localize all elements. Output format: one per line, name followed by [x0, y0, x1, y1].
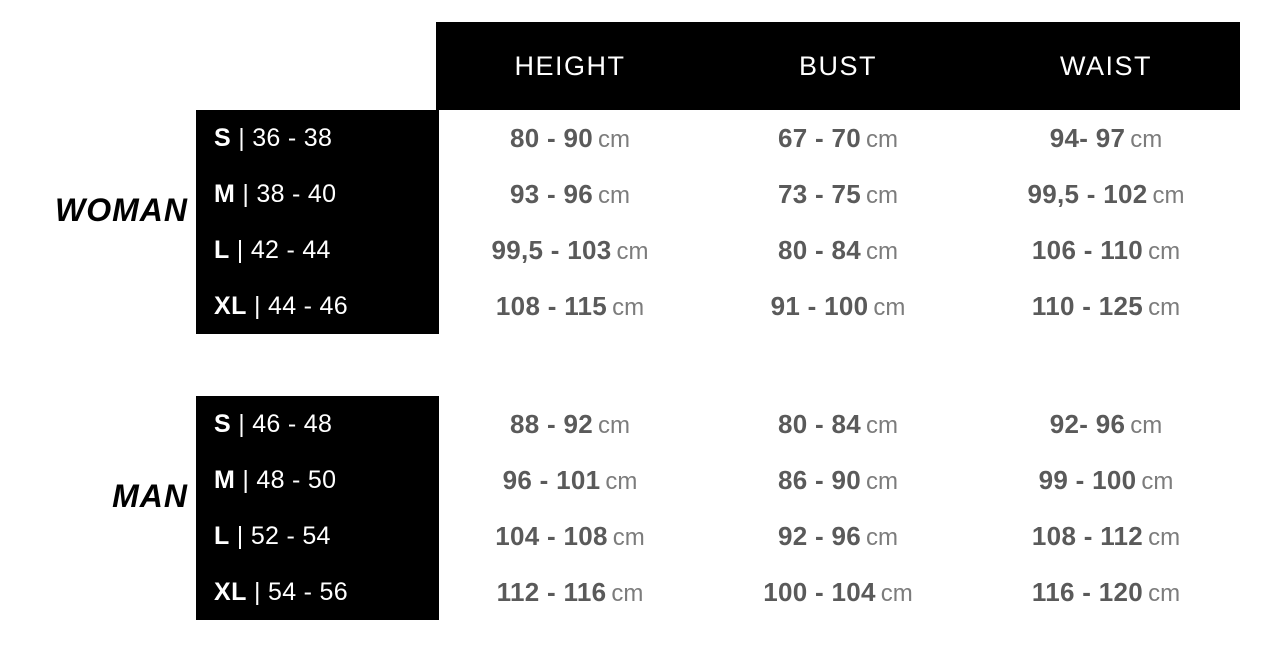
cell-bust: [704, 465, 972, 496]
size-range: | 38 - 40: [242, 179, 337, 208]
value: 106 - 110: [1031, 234, 1144, 265]
table-row: [436, 396, 1240, 452]
column-header-height: HEIGHT: [514, 50, 626, 81]
unit: cm: [1141, 467, 1174, 495]
size-letter: M: [214, 179, 236, 208]
cell-bust: [704, 409, 972, 440]
table-header-band: [436, 22, 1240, 110]
unit: cm: [616, 237, 649, 265]
table-row: [436, 222, 1240, 278]
value: 99 - 100: [1038, 464, 1137, 495]
value: 108 - 115: [495, 290, 608, 321]
value: 91 - 100: [770, 290, 869, 321]
size-letter: M: [214, 465, 236, 494]
unit: cm: [1148, 237, 1181, 265]
size-row: [196, 110, 439, 166]
unit: cm: [598, 125, 631, 153]
value: 80 - 84: [777, 408, 862, 439]
unit: cm: [1148, 579, 1181, 607]
group-label-man: MAN: [112, 478, 188, 514]
unit: cm: [1130, 125, 1163, 153]
value: 99,5 - 102: [1027, 178, 1148, 209]
cell-waist: [972, 123, 1240, 154]
unit: cm: [873, 293, 906, 321]
table-row: [436, 564, 1240, 620]
table-row: [436, 278, 1240, 334]
cell-height: [436, 409, 704, 440]
cell-bust: [704, 291, 972, 322]
unit: cm: [1148, 523, 1181, 551]
cell-height: [436, 235, 704, 266]
value: 86 - 90: [777, 464, 862, 495]
value: 88 - 92: [509, 408, 594, 439]
size-row: [196, 508, 439, 564]
cell-height: [436, 577, 704, 608]
value: 116 - 120: [1031, 576, 1144, 607]
size-range: | 54 - 56: [253, 577, 348, 606]
value: 108 - 112: [1031, 520, 1144, 551]
size-row: [196, 222, 439, 278]
unit: cm: [866, 125, 899, 153]
size-range: | 48 - 50: [242, 465, 337, 494]
value: 94- 97: [1049, 122, 1126, 153]
unit: cm: [1152, 181, 1185, 209]
table-row: [436, 110, 1240, 166]
cell-waist: [972, 179, 1240, 210]
unit: cm: [866, 181, 899, 209]
value: 73 - 75: [777, 178, 862, 209]
measure-grid-man: [436, 396, 1240, 620]
value: 92 - 96: [777, 520, 862, 551]
size-range: | 44 - 46: [253, 291, 348, 320]
value: 104 - 108: [495, 520, 608, 551]
size-letter: S: [214, 123, 232, 152]
size-range: | 46 - 48: [238, 409, 333, 438]
unit: cm: [611, 579, 644, 607]
size-block-man: [196, 396, 439, 620]
size-letter: XL: [214, 291, 247, 320]
size-range: | 52 - 54: [236, 521, 331, 550]
unit: cm: [1130, 411, 1163, 439]
unit: cm: [612, 523, 645, 551]
size-range: | 42 - 44: [236, 235, 331, 264]
column-header-bust: BUST: [798, 50, 877, 81]
unit: cm: [598, 181, 631, 209]
unit: cm: [866, 411, 899, 439]
cell-waist: [972, 235, 1240, 266]
group-label-woman: WOMAN: [55, 192, 188, 228]
value: 92- 96: [1049, 408, 1126, 439]
value: 99,5 - 103: [491, 234, 612, 265]
cell-bust: [704, 179, 972, 210]
table-row: [436, 166, 1240, 222]
unit: cm: [880, 579, 913, 607]
value: 110 - 125: [1031, 290, 1144, 321]
unit: cm: [866, 237, 899, 265]
size-row: [196, 396, 439, 452]
size-row: [196, 452, 439, 508]
table-row: [436, 452, 1240, 508]
cell-height: [436, 291, 704, 322]
unit: cm: [1148, 293, 1181, 321]
size-row: [196, 166, 439, 222]
cell-bust: [704, 521, 972, 552]
cell-waist: [972, 291, 1240, 322]
cell-waist: [972, 577, 1240, 608]
value: 96 - 101: [502, 464, 601, 495]
size-letter: S: [214, 409, 232, 438]
value: 80 - 90: [509, 122, 594, 153]
unit: cm: [866, 523, 899, 551]
cell-bust: [704, 123, 972, 154]
size-range: | 36 - 38: [238, 123, 333, 152]
cell-height: [436, 179, 704, 210]
value: 100 - 104: [763, 576, 876, 607]
cell-height: [436, 521, 704, 552]
unit: cm: [598, 411, 631, 439]
unit: cm: [605, 467, 638, 495]
table-row: [436, 508, 1240, 564]
value: 93 - 96: [509, 178, 594, 209]
cell-waist: [972, 465, 1240, 496]
size-letter: XL: [214, 577, 247, 606]
unit: cm: [612, 293, 645, 321]
size-letter: L: [214, 235, 230, 264]
cell-waist: [972, 521, 1240, 552]
cell-waist: [972, 409, 1240, 440]
cell-bust: [704, 235, 972, 266]
value: 67 - 70: [777, 122, 862, 153]
size-letter: L: [214, 521, 230, 550]
size-row: [196, 564, 439, 620]
size-row: [196, 278, 439, 334]
value: 80 - 84: [777, 234, 862, 265]
cell-height: [436, 465, 704, 496]
cell-bust: [704, 577, 972, 608]
unit: cm: [866, 467, 899, 495]
value: 112 - 116: [496, 576, 607, 607]
cell-height: [436, 123, 704, 154]
column-header-waist: WAIST: [1060, 50, 1152, 81]
size-block-woman: [196, 110, 439, 334]
measure-grid-woman: [436, 110, 1240, 334]
